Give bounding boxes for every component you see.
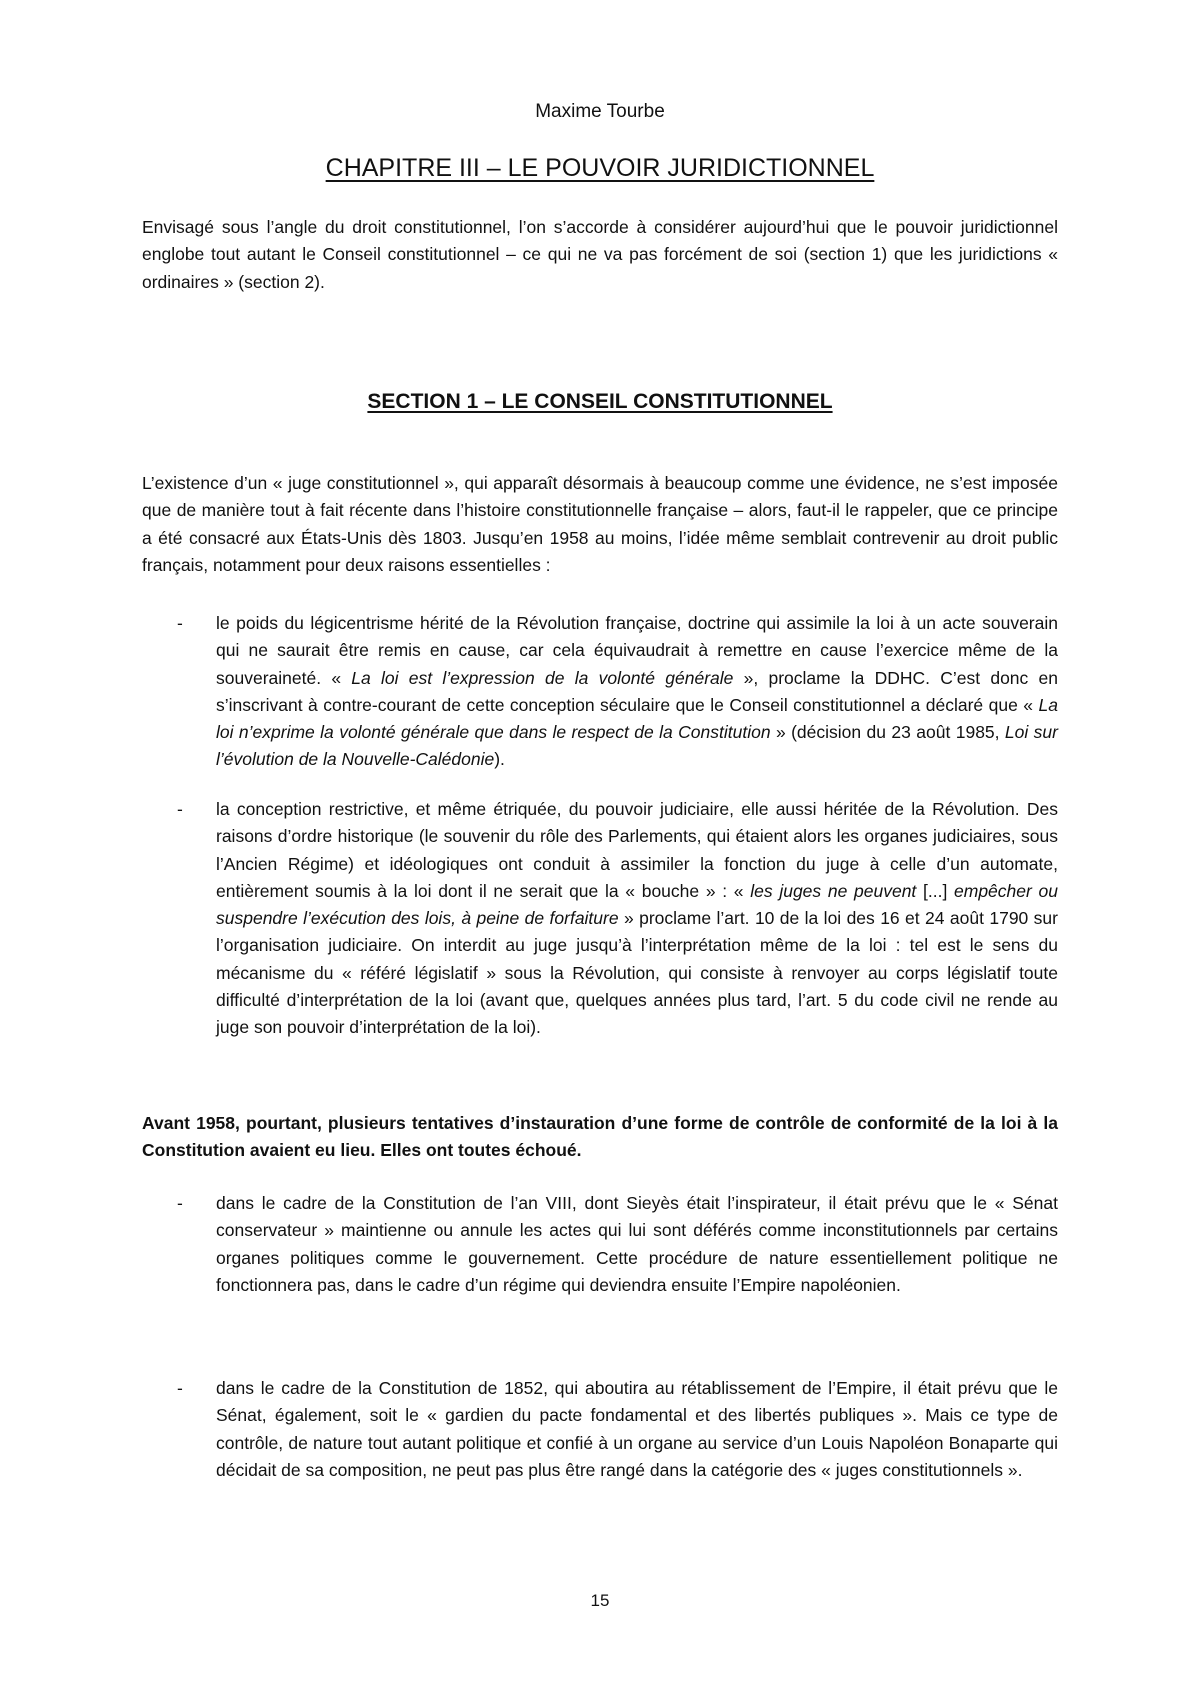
bullet-dash: -: [177, 1378, 183, 1398]
section-intro-paragraph: L’existence d’un « juge constitutionnel », qui apparaît désormais à beaucoup comme une évidence, ne s’est imposée que de manière tout à fait récente dans l’histoire constitutionnelle française – alors, faut-il le rappeler, que ce principe a été consacré aux États-Unis dès 1803. Jusqu’en 1958 au moins, l’idée même semblait contrevenir au droit public français, notamment pour deux raisons essentielles :: [142, 473, 1058, 575]
bullet-text: [216, 796, 1058, 1042]
bold-paragraph: Avant 1958, pourtant, plusieurs tentatives d’instauration d’une forme de contrôle de conformité de la loi à la Constitution avaient eu lieu. Elles ont toutes échoué.: [142, 1113, 1058, 1161]
bullet-dash: -: [177, 613, 183, 633]
text-run: » proclame l’art. 10 de la loi des 16 et 24 août 1790 sur l’organisation judiciaire. On interdit au juge jusqu’à l’interprétation même de la loi : tel est le sens du mécanisme du « référé législatif » sous la Révolution, qui consiste à renvoyer au corps législatif toute difficulté d’interprétation de la loi (avant que, quelques années plus tard, l’art. 5 du code civil ne rende au juge son pouvoir d’interprétation de la loi).: [216, 908, 1058, 1038]
text-run: ).: [494, 749, 505, 770]
quote: les juges ne peuvent: [750, 880, 917, 901]
page-number: 15: [590, 1591, 610, 1610]
text-run: » (décision du 23 août 1985,: [770, 722, 1005, 743]
intro-paragraph: Envisagé sous l’angle du droit constitutionnel, l’on s’accorde à considérer aujourd’hui que le pouvoir juridictionnel englobe tout autant le Conseil constitutionnel – ce qui ne va pas forcément de soi (section 1) que les juridictions « ordinaires » (section 2).: [142, 217, 1058, 292]
bullet-dash: -: [177, 799, 183, 819]
text-run: [...]: [916, 880, 955, 901]
quote: La loi est l’expression de la volonté générale: [351, 667, 734, 688]
section-title: SECTION 1 – LE CONSEIL CONSTITUTIONNEL: [367, 390, 833, 413]
text-run: le poids du légicentrisme hérité de la Révolution française, doctrine qui assimile la loi à un acte souverain qui ne saurait être remis en cause, car cela équivaudrait à remettre en cause l’exercice même de la souveraineté. «: [216, 613, 1058, 688]
quote: Loi sur l’évolution de la Nouvelle-Calédonie: [216, 722, 1058, 770]
text-run: la conception restrictive, et même étriquée, du pouvoir judiciaire, elle aussi héritée de la Révolution. Des raisons d’ordre historique (le souvenir du rôle des Parlements, qui étaient alors les organes judiciaires, sous l’Ancien Régime) et idéologiques ont conduit à assimiler la fonction du juge à celle d’un automate, entièrement soumis à la loi dont il ne serait que la « bouche » : «: [216, 799, 1058, 901]
text-run: », proclame la DDHC. C’est donc en s’inscrivant à contre-courant de cette conception séculaire que le Conseil constitutionnel a déclaré que «: [216, 667, 1059, 715]
bullet-text: dans le cadre de la Constitution de 1852, qui aboutira au rétablissement de l’Empire, il était prévu que le Sénat, également, soit le « gardien du pacte fondamental et des libertés publiques ». Mais ce type de contrôle, de nature tout autant politique et confié à un organe au service d’un Louis Napoléon Bonaparte qui décidait de sa composition, ne peut pas plus être rangé dans la catégorie des « juges constitutionnels ».: [216, 1378, 1058, 1480]
quote: La loi n’exprime la volonté générale que dans le respect de la Constitution: [216, 694, 1058, 743]
bullet-text: dans le cadre de la Constitution de l’an VIII, dont Sieyès était l’inspirateur, il était prévu que le « Sénat conservateur » maintienne ou annule les actes qui lui sont déférés comme inconstitutionnels par certains organes politiques comme le gouvernement. Cette procédure de nature essentiellement politique ne fonctionnera pas, dans le cadre d’un régime qui deviendra ensuite l’Empire napoléonien.: [216, 1193, 1058, 1295]
quote: empêcher ou suspendre l’exécution des lois, à peine de forfaiture: [216, 880, 1058, 929]
chapter-title: CHAPITRE III – LE POUVOIR JURIDICTIONNEL: [325, 154, 875, 182]
bullet-text: [216, 610, 1058, 774]
bullet-dash: -: [177, 1193, 183, 1213]
header-author: Maxime Tourbe: [535, 101, 665, 122]
